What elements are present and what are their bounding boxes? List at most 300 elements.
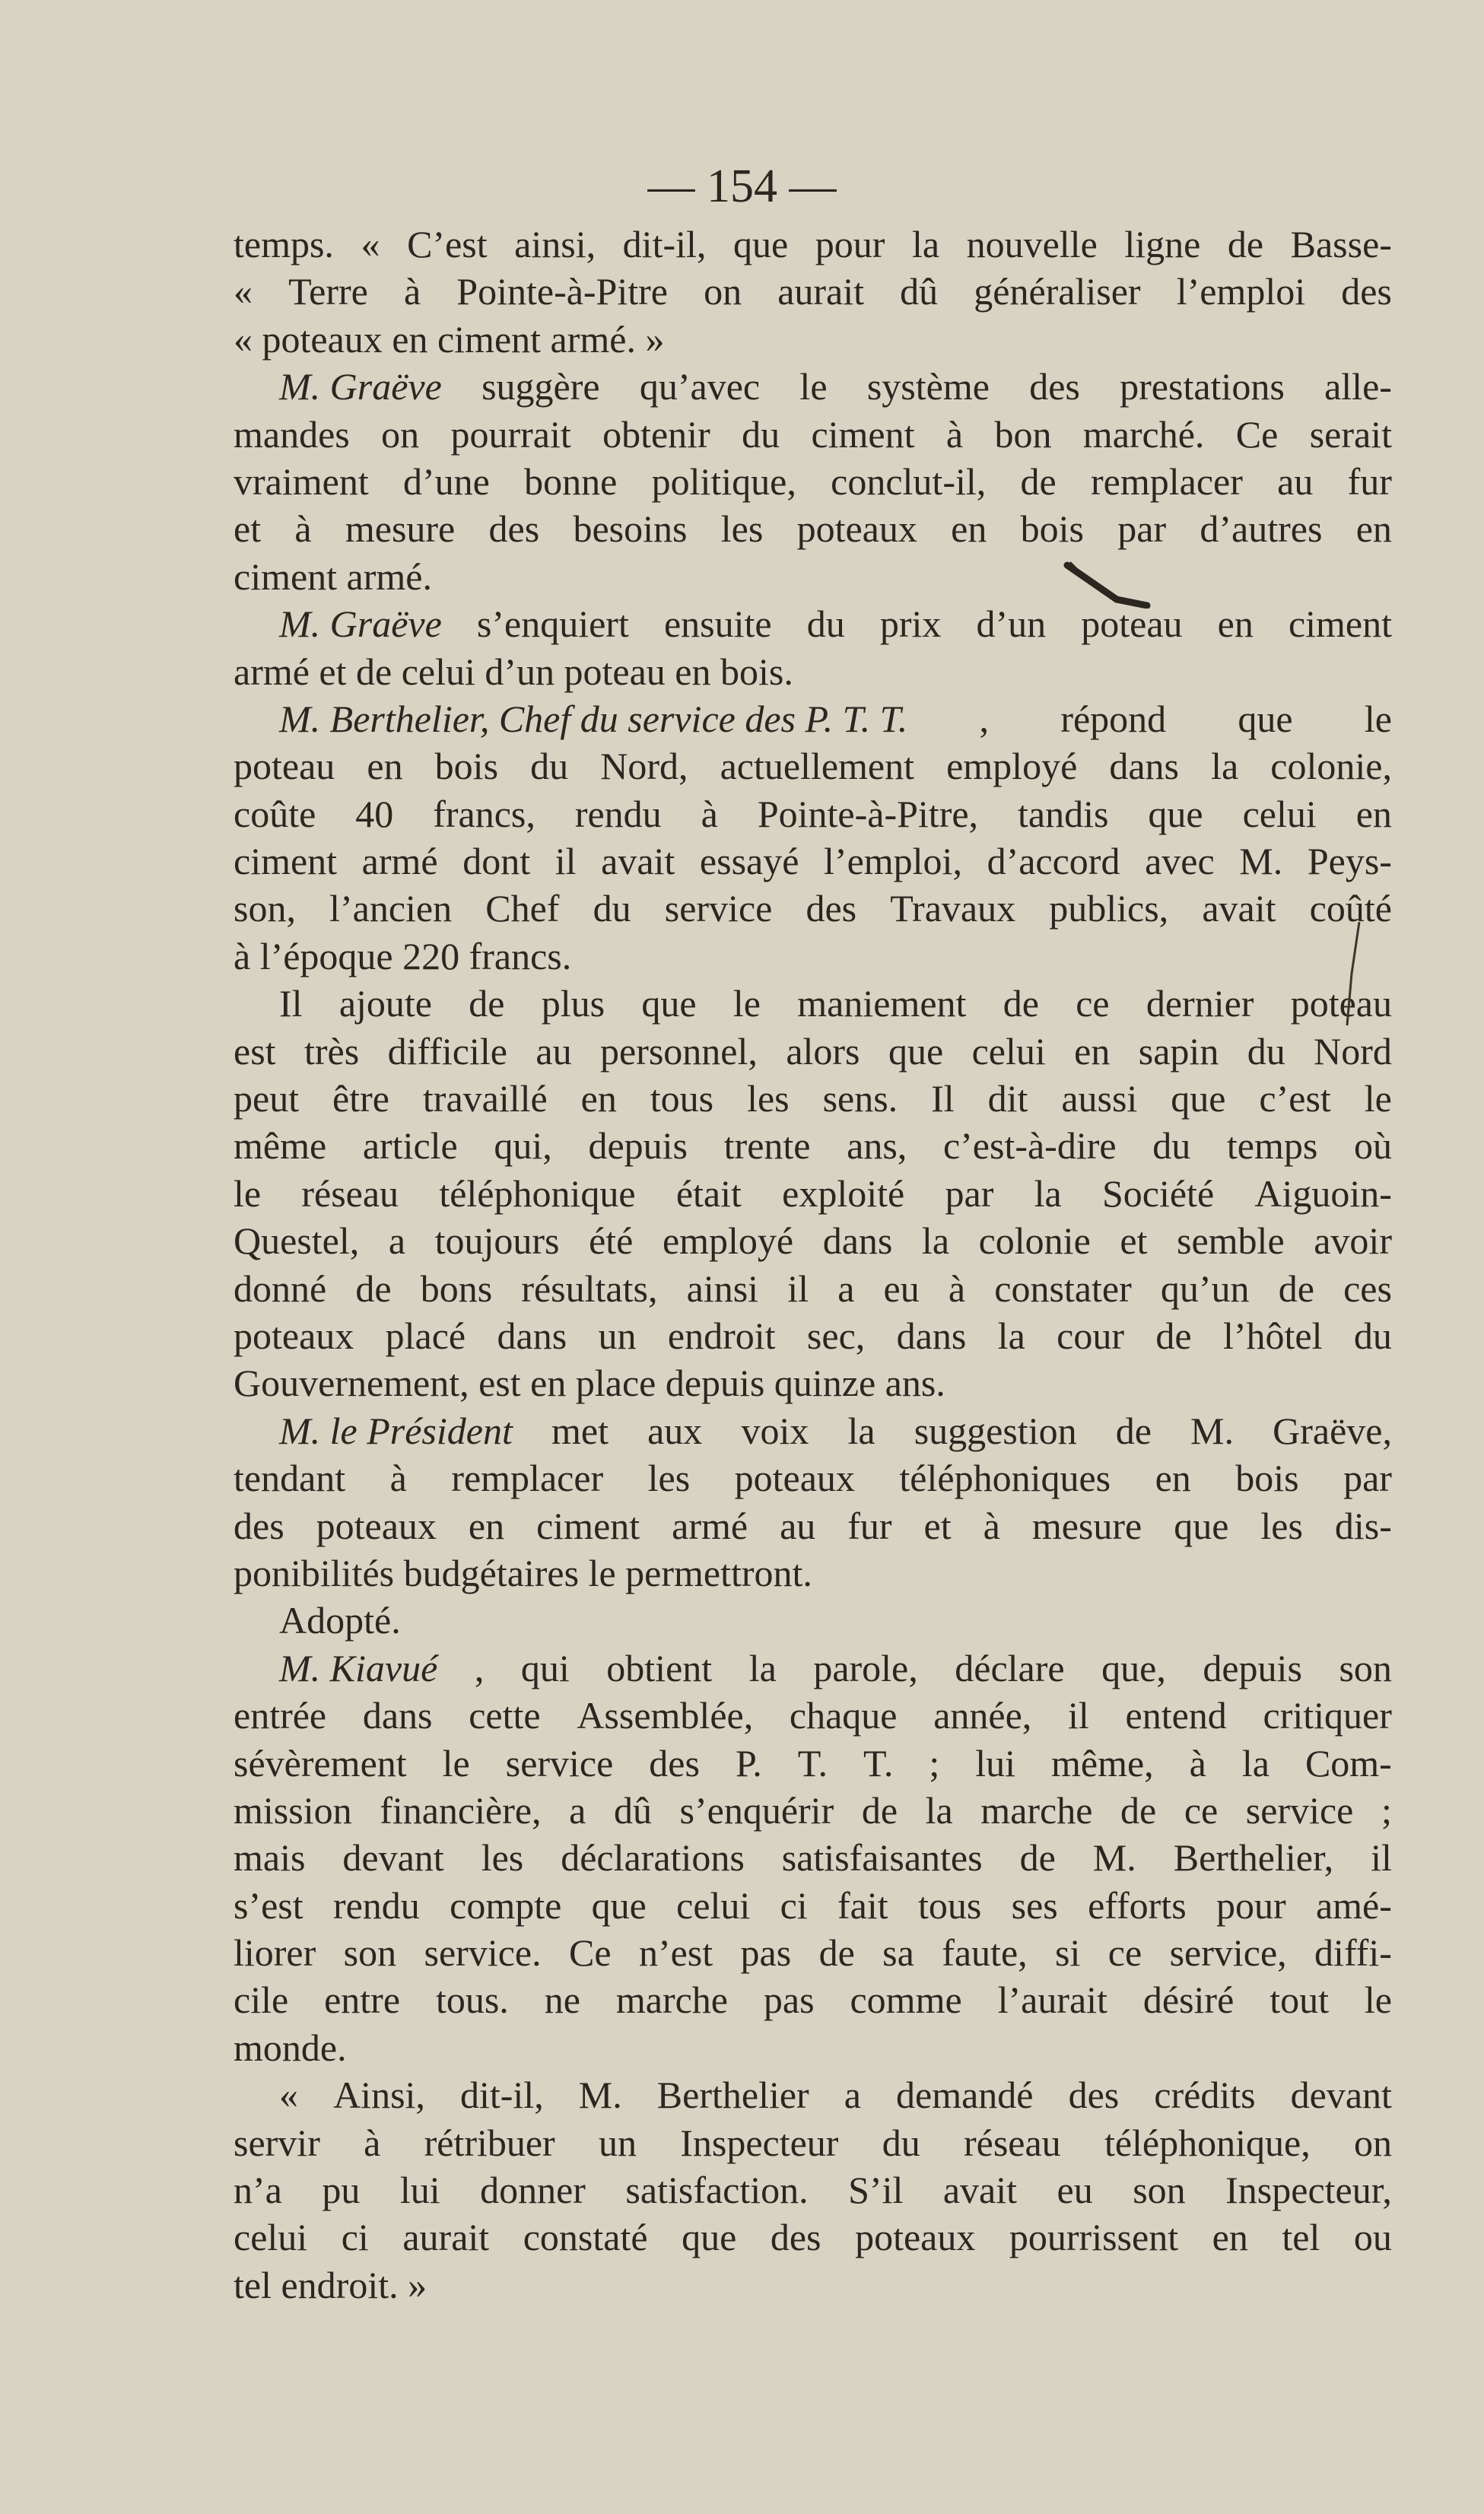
- word: d’un: [976, 602, 1047, 646]
- text-line: [234, 1454, 1392, 1502]
- word: alle-: [1324, 365, 1392, 408]
- word: il: [787, 1267, 809, 1310]
- word: lui: [399, 2169, 440, 2212]
- word: des: [770, 2216, 821, 2259]
- word: du: [530, 745, 569, 788]
- text-line: [234, 742, 1392, 790]
- word: en: [367, 745, 403, 788]
- text-line: [234, 363, 1392, 410]
- word: crédits: [1154, 2074, 1256, 2117]
- word: pourrait: [450, 412, 571, 456]
- word: ciment: [234, 840, 338, 883]
- word: entre: [324, 1978, 401, 2022]
- word: service.: [424, 1931, 542, 1975]
- word: Com-: [1304, 1741, 1392, 1785]
- word: serait: [1309, 412, 1392, 456]
- word: M.: [1092, 1836, 1136, 1880]
- word: l’aurait: [997, 1978, 1107, 2022]
- text-line: [234, 221, 1392, 268]
- word: Il: [931, 1077, 955, 1120]
- word: celui: [676, 1883, 751, 1927]
- word: par: [1117, 507, 1167, 551]
- word: celui: [971, 1029, 1046, 1073]
- word: 40: [355, 792, 394, 835]
- speaker-name: M. Berthelier, Chef du service des P. T. T.: [279, 697, 908, 740]
- word: résultats,: [521, 1267, 658, 1310]
- word: Peys-: [1307, 840, 1392, 883]
- word: du: [1247, 1029, 1285, 1073]
- word: que: [1238, 697, 1293, 740]
- word: efforts: [1088, 1883, 1187, 1927]
- word: de: [861, 1788, 898, 1832]
- word: poteaux: [734, 1457, 855, 1500]
- text-line: [234, 1312, 1392, 1359]
- word: que: [641, 982, 697, 1025]
- word: endroit: [667, 1314, 776, 1357]
- text-segment: à l’époque 220 francs.: [234, 934, 572, 977]
- text-line: [234, 885, 1392, 932]
- word: de: [818, 1931, 855, 1975]
- text-line: [234, 600, 1392, 647]
- text-line: [234, 1834, 1392, 1881]
- word: S’il: [848, 2169, 904, 2212]
- word: travaillé: [422, 1077, 548, 1120]
- word: la: [921, 1219, 950, 1263]
- word: que: [1148, 792, 1203, 835]
- word: et: [1120, 1219, 1148, 1263]
- word: l’ancien: [329, 887, 453, 930]
- word: par: [945, 1171, 994, 1215]
- word: que: [682, 2216, 737, 2259]
- word: Ce: [569, 1931, 612, 1975]
- word: depuis: [1203, 1646, 1302, 1689]
- word: Travaux: [890, 887, 1016, 930]
- word: que,: [1101, 1646, 1166, 1689]
- word: et: [923, 1504, 952, 1547]
- word: année,: [933, 1694, 1032, 1737]
- text-line: [234, 505, 1392, 552]
- word: ces: [1343, 1267, 1392, 1310]
- word: bois: [434, 745, 499, 788]
- word: service: [664, 887, 773, 930]
- text-segment: tel endroit. »: [234, 2263, 427, 2306]
- text-line: [234, 2071, 1392, 2118]
- word: dû: [613, 1788, 652, 1832]
- word: amé-: [1315, 1883, 1392, 1927]
- word: service: [1245, 1788, 1354, 1832]
- text-line: [234, 1122, 1392, 1169]
- word: de: [1115, 1409, 1152, 1452]
- word: il: [555, 840, 577, 883]
- word: dans: [362, 1694, 433, 1737]
- word: l’hôtel: [1222, 1314, 1323, 1357]
- word: qu’un: [1160, 1267, 1250, 1310]
- word: le: [1364, 1077, 1392, 1120]
- word: ciment: [1288, 602, 1392, 646]
- word: colonie,: [1270, 745, 1392, 788]
- word: employé: [662, 1219, 794, 1263]
- text-line: [234, 1597, 1392, 1644]
- word: le: [799, 365, 828, 408]
- word: marche: [980, 1788, 1093, 1832]
- word: avait: [942, 2169, 1018, 2212]
- word: la: [1241, 1741, 1270, 1785]
- word: constaté: [523, 2216, 648, 2259]
- word: le: [442, 1741, 470, 1785]
- word: Société: [1101, 1171, 1215, 1215]
- word: de: [469, 982, 505, 1025]
- text-line: [234, 1929, 1392, 1976]
- word: tandis: [1018, 792, 1109, 835]
- word: «: [279, 2074, 298, 2117]
- word: poteaux: [234, 1314, 354, 1357]
- word: comme: [850, 1978, 962, 2022]
- word: liorer: [234, 1931, 316, 1975]
- pen-stroke-mark: [1343, 920, 1365, 1027]
- word: prestations: [1120, 365, 1285, 408]
- word: en: [1212, 2216, 1248, 2259]
- word: à: [403, 270, 421, 313]
- speaker-name: M. le Président: [279, 1409, 513, 1452]
- word: Nord: [1314, 1029, 1392, 1073]
- word: de: [1003, 982, 1039, 1025]
- word: avait: [601, 840, 675, 883]
- word: de: [1155, 1314, 1192, 1357]
- word: tout: [1270, 1978, 1329, 2022]
- text-line: [234, 2166, 1392, 2214]
- word: compte: [450, 1883, 562, 1927]
- word: un: [598, 1314, 637, 1357]
- word: s’enquiert: [476, 602, 629, 646]
- word: déclare: [955, 1646, 1065, 1689]
- word: marché.: [1082, 412, 1205, 456]
- word: on: [1353, 2121, 1392, 2164]
- word: pas: [740, 1931, 792, 1975]
- word: même,: [1051, 1741, 1154, 1785]
- word: dernier: [1146, 982, 1254, 1025]
- word: mesure: [1031, 1504, 1142, 1547]
- word: bon: [994, 412, 1052, 456]
- word: de: [1120, 1788, 1157, 1832]
- word: constater: [994, 1267, 1132, 1310]
- word: tous.: [435, 1978, 509, 2022]
- word: remplacer: [451, 1457, 604, 1500]
- text-line: [234, 2261, 1392, 2309]
- word: temps.: [234, 223, 334, 265]
- word: au: [1277, 459, 1314, 503]
- text-line: [234, 933, 1392, 980]
- word: tel: [1282, 2216, 1320, 2259]
- word: mais: [234, 1836, 306, 1880]
- word: prix: [879, 602, 942, 646]
- word: vraiment: [234, 459, 369, 503]
- word: employé: [946, 745, 1078, 788]
- word: ciment: [536, 1504, 640, 1547]
- text-line: [234, 1549, 1392, 1597]
- word: des: [488, 507, 540, 551]
- word: M.: [1190, 1409, 1235, 1452]
- word: que: [888, 1029, 944, 1073]
- word: poteau: [234, 745, 335, 788]
- word: on: [381, 412, 420, 456]
- word: dans: [1109, 745, 1180, 788]
- word: dans: [822, 1219, 893, 1263]
- word: dont: [462, 840, 531, 883]
- word: faute,: [942, 1931, 1028, 1975]
- word: donner: [480, 2169, 586, 2212]
- word: remplacer: [1091, 459, 1243, 503]
- word: le: [732, 982, 761, 1025]
- word: plus: [541, 982, 605, 1025]
- word: si: [1055, 1931, 1081, 1975]
- word: du: [806, 602, 845, 646]
- word: sapin: [1138, 1029, 1219, 1073]
- word: poteau: [1081, 602, 1183, 646]
- word: à: [948, 1267, 966, 1310]
- word: P.: [735, 1741, 762, 1785]
- word: pour: [1215, 1883, 1286, 1927]
- word: satisfaisantes: [781, 1836, 983, 1880]
- text-segment: ponibilités budgétaires le permettront.: [234, 1551, 812, 1594]
- word: le: [1364, 1978, 1392, 2022]
- word: de: [1019, 1836, 1056, 1880]
- word: généraliser: [974, 270, 1141, 313]
- word: qui: [520, 1646, 570, 1689]
- text-line: [234, 1645, 1392, 1692]
- word: ,: [979, 697, 990, 740]
- text-line: [234, 2024, 1392, 2071]
- word: en: [468, 1504, 505, 1547]
- pen-mark: [1063, 561, 1155, 609]
- word: tous: [917, 1883, 982, 1927]
- word: en: [1355, 507, 1392, 551]
- word: du: [742, 412, 780, 456]
- word: M.: [578, 2074, 622, 2117]
- word: la: [997, 1314, 1025, 1357]
- word: très: [303, 1029, 360, 1073]
- word: Ainsi,: [333, 2074, 425, 2117]
- text-line: [234, 1787, 1392, 1834]
- word: bois: [1020, 507, 1084, 551]
- word: l’emploi: [1176, 270, 1306, 313]
- word: le: [234, 1171, 262, 1215]
- word: n’a: [234, 2169, 282, 2212]
- word: dû: [900, 270, 939, 313]
- word: nouvelle: [966, 223, 1098, 265]
- word: être: [332, 1077, 389, 1120]
- page-number: — 154 —: [647, 161, 837, 212]
- word: alors: [786, 1029, 860, 1073]
- word: aurait: [402, 2216, 490, 2259]
- text-line: [234, 458, 1392, 505]
- word: que: [1174, 1504, 1229, 1547]
- word: C’est: [407, 223, 488, 265]
- word: que: [1171, 1077, 1226, 1120]
- word: coûte: [234, 792, 316, 835]
- word: essayé: [699, 840, 799, 883]
- word: «: [234, 270, 253, 313]
- word: il: [1371, 1836, 1392, 1880]
- word: suggère: [481, 365, 600, 408]
- word: réseau: [964, 2121, 1061, 2164]
- word: fur: [847, 1504, 892, 1547]
- word: tous: [650, 1077, 714, 1120]
- word: était: [675, 1171, 742, 1215]
- word: Graëve,: [1273, 1409, 1392, 1452]
- word: les: [481, 1836, 524, 1880]
- word: il: [1068, 1694, 1089, 1737]
- text-line: [234, 1028, 1392, 1075]
- text-line: [234, 1075, 1392, 1122]
- word: un: [598, 2121, 637, 2164]
- text-line: [234, 980, 1392, 1027]
- word: bons: [420, 1267, 493, 1310]
- word: lui: [975, 1741, 1016, 1785]
- text-line: [234, 268, 1392, 315]
- word: ci: [780, 1883, 808, 1927]
- word: désiré: [1142, 1978, 1235, 2022]
- word: service,: [1169, 1931, 1287, 1975]
- word: c’est-à-dire: [942, 1124, 1117, 1168]
- word: depuis: [588, 1124, 688, 1168]
- word: dis-: [1334, 1504, 1392, 1547]
- word: pour: [815, 223, 885, 265]
- word: dit-il,: [622, 223, 707, 265]
- word: qui,: [494, 1124, 552, 1168]
- text-line: [234, 790, 1392, 837]
- word: à: [294, 507, 312, 551]
- word: à: [389, 1457, 407, 1500]
- word: chaque: [789, 1694, 898, 1737]
- word: trente: [723, 1124, 811, 1168]
- word: en: [1074, 1029, 1111, 1073]
- word: des: [1341, 270, 1392, 313]
- text-segment: « poteaux en ciment armé. »: [234, 317, 665, 361]
- word: poteaux: [796, 507, 917, 551]
- word: demandé: [896, 2074, 1034, 2117]
- word: du: [593, 887, 631, 930]
- word: déclarations: [561, 1836, 745, 1880]
- word: de: [1227, 223, 1264, 265]
- text-line: [234, 837, 1392, 885]
- word: entend: [1125, 1694, 1227, 1737]
- word: Pointe-à-Pitre,: [757, 792, 979, 835]
- word: marche: [615, 1978, 728, 2022]
- word: la: [911, 223, 940, 265]
- word: réseau: [301, 1171, 399, 1215]
- word: fait: [837, 1883, 888, 1927]
- word: à: [983, 1504, 1000, 1547]
- word: ses: [1011, 1883, 1058, 1927]
- speaker-name: M. Kiavué: [279, 1646, 438, 1689]
- text-segment: ciment armé.: [234, 555, 432, 598]
- word: Questel,: [234, 1219, 360, 1263]
- word: Assemblée,: [577, 1694, 754, 1737]
- word: exploité: [782, 1171, 905, 1215]
- word: eu: [1057, 2169, 1093, 2212]
- word: pas: [763, 1978, 815, 2022]
- word: a: [837, 1267, 855, 1310]
- word: poteaux: [316, 1504, 437, 1547]
- text-line: [234, 1217, 1392, 1264]
- word: fur: [1347, 459, 1392, 503]
- word: par: [1343, 1457, 1392, 1500]
- word: dans: [896, 1314, 967, 1357]
- word: temps: [1226, 1124, 1318, 1168]
- word: téléphoniques: [899, 1457, 1111, 1500]
- word: Chef: [485, 887, 560, 930]
- word: cour: [1057, 1314, 1124, 1357]
- word: même: [234, 1124, 327, 1168]
- word: d’une: [403, 459, 490, 503]
- word: sec,: [806, 1314, 866, 1357]
- word: bois: [1235, 1457, 1299, 1500]
- word: service: [505, 1741, 614, 1785]
- word: met: [551, 1409, 609, 1452]
- text-line: [234, 1265, 1392, 1312]
- word: on: [704, 270, 742, 313]
- text-line: [234, 1692, 1392, 1739]
- word: ajoute: [338, 982, 432, 1025]
- text-line: [234, 2214, 1392, 2261]
- word: qu’avec: [639, 365, 761, 408]
- word: des: [649, 1741, 700, 1785]
- word: ne: [544, 1978, 580, 2022]
- word: et: [234, 507, 262, 551]
- word: le: [1364, 697, 1392, 740]
- word: les: [647, 1457, 691, 1500]
- word: obtient: [606, 1646, 713, 1689]
- word: satisfaction.: [625, 2169, 809, 2212]
- word: en: [1355, 792, 1392, 835]
- word: conclut-il,: [831, 459, 987, 503]
- word: les: [747, 1077, 790, 1120]
- word: coûté: [1309, 887, 1392, 930]
- word: au: [780, 1504, 816, 1547]
- word: que: [732, 223, 789, 265]
- text-line: [234, 1882, 1392, 1929]
- word: la: [1034, 1171, 1062, 1215]
- word: devant: [1290, 2074, 1392, 2117]
- word: la: [1211, 745, 1239, 788]
- word: armé: [361, 840, 438, 883]
- word: aurait: [777, 270, 865, 313]
- word: des: [1068, 2074, 1120, 2117]
- word: ,: [474, 1646, 485, 1689]
- word: du: [1152, 1124, 1191, 1168]
- word: de: [355, 1267, 392, 1310]
- word: s’est: [234, 1883, 303, 1927]
- word: ciment: [811, 412, 915, 456]
- word: s’enquérir: [679, 1788, 834, 1832]
- text-line: [234, 1170, 1392, 1217]
- word: dit-il,: [459, 2074, 544, 2117]
- word: a: [569, 1788, 586, 1832]
- text-segment: armé et de celui d’un poteau en bois.: [234, 650, 793, 693]
- word: rendu: [574, 792, 662, 835]
- word: toujours: [434, 1219, 560, 1263]
- word: pourrissent: [1009, 2216, 1179, 2259]
- word: ou: [1353, 2216, 1392, 2259]
- word: ;: [1381, 1788, 1392, 1832]
- word: au: [535, 1029, 572, 1073]
- word: Berthelier: [656, 2074, 809, 2117]
- word: Aiguoin-: [1254, 1171, 1392, 1215]
- word: ce: [1184, 1788, 1219, 1832]
- word: en: [1155, 1457, 1191, 1500]
- word: peut: [234, 1077, 300, 1120]
- word: été: [589, 1219, 634, 1263]
